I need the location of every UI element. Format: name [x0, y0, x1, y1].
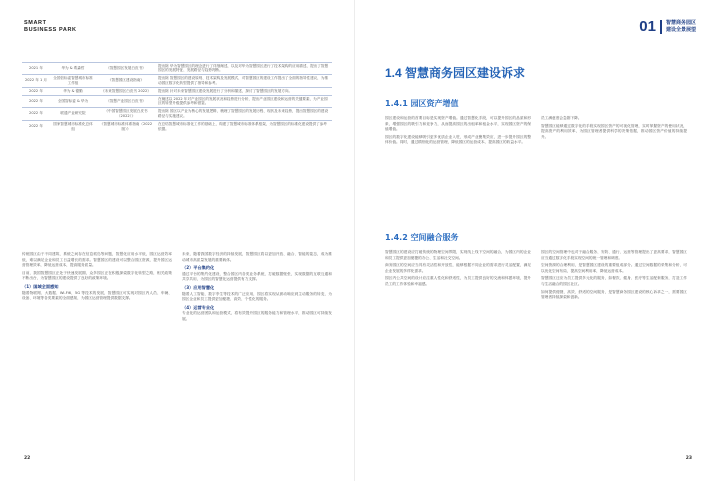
- table-row: [22, 74, 332, 87]
- paragraph: 园区的空间管理中也对于融合服务、安防、通行、运营等管理提出了更高要求，智慧园区应当通过数字化手段实现空间的统一管理和调度。: [541, 250, 687, 260]
- paragraph: 目前，我国智慧园区正处于快速发展期，众多园区正在积极探索数字化转型之路，相关政策不断出台，为智慧园区的建设提供了良好的政策环境。: [22, 270, 172, 281]
- chapter-divider: [660, 20, 662, 34]
- paragraph: 随着人工智能、数字孪生等技术的广泛应用，园区将实现从被动响应到主动服务的转变，为园区企业和员工提供更加便捷、高效、个性化的服务。: [182, 291, 332, 302]
- table-cell-dept: 国家智慧城市标准化总体组: [50, 120, 96, 133]
- left-column-1: [22, 252, 172, 304]
- table-cell-policy: 《智慧产业园区白皮书》: [96, 95, 156, 107]
- table-cell-dept: 全国智标委 & 华为: [50, 95, 96, 107]
- paragraph: 商务园区的空间应当具有灵活性和开放性，能够根据不同企业的需求进行灵活配置，满足企业发展的多样化需求。: [385, 263, 531, 273]
- left-column-2: [182, 252, 332, 325]
- subsection-title-2: 1.4.2 空间融合服务: [385, 233, 459, 242]
- paragraph: 通过平台的集约化建设，整合园区内各类业务系统，打破数据壁垒，实现数据的互联互通和共享共用，为园区的智慧化运营提供有力支撑。: [182, 271, 332, 282]
- paragraph: 随着物联网、大数据、Wi-Fi6、5G 等技术的发展，智慧园区可实现对园区内人员、车辆、设备、环境等各类要素的全面感知，为园区运营管理提供数据支撑。: [22, 290, 172, 301]
- table-cell-policy: 《中国智慧园区发展白皮书（2022）》: [96, 107, 156, 120]
- paragraph: 智慧园区能够通过数字化的手段实现园区资产的可视化管理，实时掌握资产的使用状况，提高资产的利用效率，为园区管理者提供科学的决策依据，推动园区资产价值的持续提升。: [541, 123, 687, 139]
- table-row: [22, 120, 332, 133]
- table-cell-content: 提出除 园区以产业为核心的发展逻辑，梳理了智慧园区的发展历程、现状及未来趋势，提出智慧园区的建设路径与实施建议。: [156, 107, 332, 120]
- brand-logo: [24, 20, 77, 34]
- subheading: （2）平台集约化: [182, 265, 215, 271]
- policy-table: [22, 62, 332, 133]
- chapter-badge: [639, 18, 696, 35]
- table-cell-policy: 《智慧园区发展白皮书》: [96, 63, 156, 75]
- table-cell-dept: 华为 & 德勤: [50, 87, 96, 95]
- page-number-right: 23: [685, 456, 692, 461]
- paragraph: 园区的数字化建设能够吸引更多优质企业入驻，形成产业聚集效应，进一步提升园区的整体价值。同时，通过精细化的运营管理，降低园区的运营成本，提高园区的收益水平。: [385, 134, 531, 145]
- table-cell-dept: 全国信标委智慧城市标准工作组: [50, 74, 96, 87]
- table-row: [22, 95, 332, 107]
- right-page: [355, 0, 710, 481]
- table-cell-policy: 《智慧园区建设指南》: [96, 74, 156, 87]
- table-cell-content: 提出除 针对未来智慧园区建设发展进行了分析和描述，探讨了智慧园区的发展方向。: [156, 87, 332, 95]
- table-cell-content: 在阐述以 2022 年对产业园区的发展状况和趋势进行分析，提出产业园区建设和运营的关键要素，为产业园区的转型升级提供参考和借鉴。: [156, 95, 332, 107]
- paragraph: 传统园区由于不同建筑、系统之间存在信息孤岛等问题，智慧化应用水平低，园区运营效率低，难以满足企业和员工日益增长的需求。智慧园区的建设可以整合园区资源，提升园区运营管理效率，降低运营成本，提高服务质量。: [22, 252, 172, 268]
- subheading: （1）国域全面感知: [22, 283, 59, 289]
- paragraph: 园区内公共空间的设计应注重人性化和舒适性，为员工提供良好的交流和休憩环境，提升员工的工作体验和幸福感。: [385, 276, 531, 286]
- subheading: （3）应用智慧化: [182, 284, 215, 290]
- table-cell-year: 2021 年: [22, 63, 50, 75]
- table-cell-content: 提出除 智慧园区的建设原则、技术架构及发展模式，对智慧园区的建设工作提出了全面的指导性建议，为推动园区数字化转型提供了指导和参考。: [156, 74, 332, 87]
- table-cell-content: 在总结智慧城市标准化工作的基础上，构建了智慧城市标准体系框架，为智慧园区的标准化建设提供了参考依据。: [156, 120, 332, 133]
- paragraph: 智慧园区还应为员工提供多元化的服务，如餐饮、健身、医疗等生活配套服务，打造工作与生活融合的园区社区。: [541, 276, 687, 286]
- paragraph: 未来，随着我国数字经济的持续发展，智慧园区将以更加开放、融合、智能的姿态，成为推动城市高质量发展的重要载体。: [182, 252, 332, 262]
- table-cell-year: 2022 年: [22, 95, 50, 107]
- section-title: 1.4 智慧商务园区建设诉求: [385, 66, 526, 80]
- subsection-title-1: 1.4.1 园区资产增值: [385, 99, 459, 108]
- chapter-title-line2: 建设全景展望: [665, 26, 696, 33]
- table-cell-year: 2022 年 1 月: [22, 74, 50, 87]
- table-cell-content: 提出除 华为智慧园区的理念进行了详细阐述，以及对华为智慧园区进行了技术架构的应用描述，提出了智慧园区的发展特征、发展路径与趋势判断。: [156, 63, 332, 75]
- table-row: [22, 107, 332, 120]
- chapter-title: [666, 20, 696, 33]
- table-cell-dept: 华为 & 埃森哲: [50, 63, 96, 75]
- table-cell-policy: 《未来智慧园区白皮书 2022》: [96, 87, 156, 95]
- table-cell-year: 2022 年: [22, 107, 50, 120]
- table-cell-year: 2022 年: [22, 87, 50, 95]
- table-cell-year: 2022 年: [22, 120, 50, 133]
- right-column-2b: [541, 250, 687, 303]
- subheading: （4）运营专业化: [182, 304, 215, 310]
- table-row: [22, 63, 332, 75]
- brand-line1: SMART: [24, 20, 47, 26]
- page-number-left: 22: [24, 456, 31, 461]
- chapter-number: 01: [639, 18, 656, 35]
- right-column-1b: [541, 116, 687, 142]
- paragraph: 园区建设和运营的首要目标是实现资产增值。通过智慧化手段，可以提升园区的品质和形象，增强园区的吸引力和竞争力，从而提高园区的出租率和租金水平，实现园区资产的保值增值。: [385, 116, 531, 132]
- paragraph: 空间资源的合理利用，是智慧园区建设的重要组成部分。通过空间数据的采集和分析，可以优化空间布局，提高空间利用率，降低运营成本。: [541, 263, 687, 273]
- table-cell-policy: 《智慧城市标准体系指南（2022 版）》: [96, 120, 156, 133]
- paragraph: 如何提供便捷、高效、舒适的空间服务，是智慧商务园区建设的核心诉求之一，需要园区管理者持续探索和创新。: [541, 289, 687, 300]
- paragraph: 专业化的运营团队和运营模式，将有效提升园区的服务能力和管理水平，推动园区可持续发展。: [182, 311, 332, 321]
- chapter-title-line1: 智慧商务园区: [665, 20, 696, 26]
- paragraph: 员工满意度会急剧下降。: [541, 116, 582, 120]
- table-row: [22, 87, 332, 95]
- paragraph: 智慧园区的建设应打破传统的物理空间界限，实现线上线下空间的融合，为园区内的企业和员工提供更加便捷的办公、生活和社交空间。: [385, 250, 531, 260]
- table-cell-dept: 联通产业研究院: [50, 107, 96, 120]
- brand-line2: BUSINESS PARK: [24, 27, 77, 33]
- right-column-2a: [385, 250, 531, 290]
- right-column-1a: [385, 116, 531, 148]
